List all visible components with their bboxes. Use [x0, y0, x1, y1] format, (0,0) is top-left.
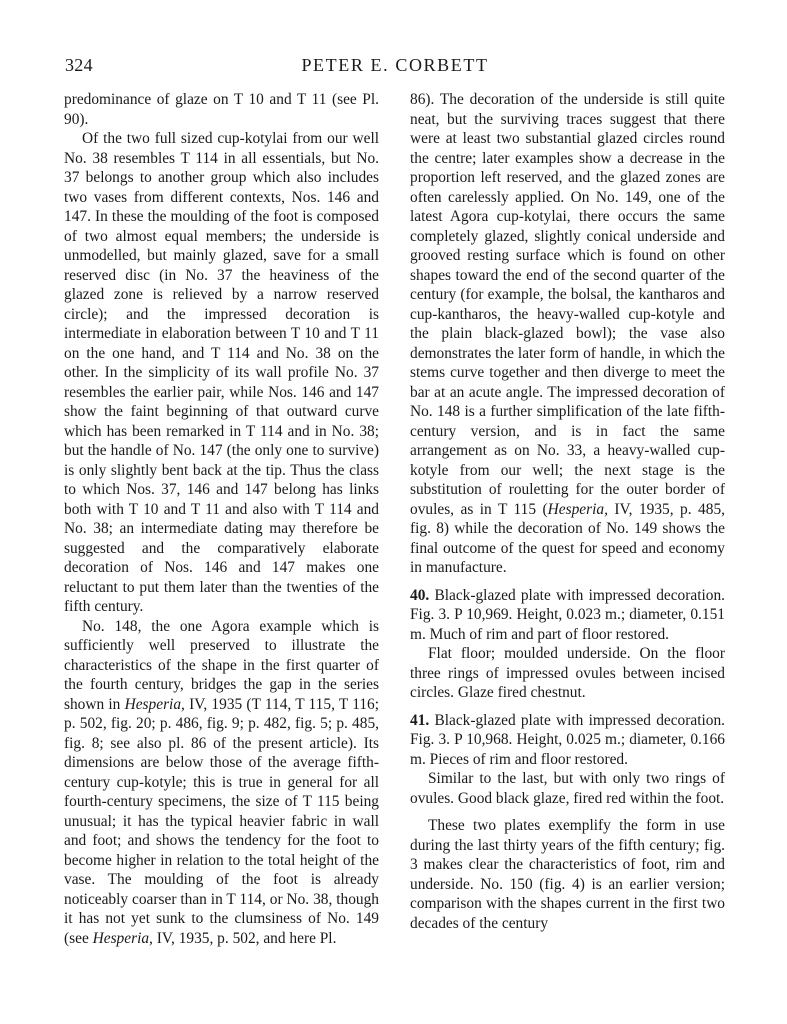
paragraph-underside-decoration: [410, 90, 725, 578]
running-head: PETER E. CORBETT: [301, 55, 489, 75]
text-fragment: IV, 1935 (T 114, T 115, T 116; p. 502, fig. 20; p. 486, fig. 9; p. 482, fig. 5; p. 485, fig. 8; see also pl. 86 of the present article). Its dimensions are below those of the average fifth-century cup-kotyle; this is true in general for all fourth-century specimens, the size of T 115 being unusual; it has the typical heavier fabric in wall and foot; and shows the tendency for the foot to become higher in relation to the total height of the vase. The moulding of the foot is already noticeably coarser than in T 114, or No. 38, though it has not yet sunk to the clumsiness of No. 149 (see: [64, 695, 379, 947]
right-column: [410, 90, 725, 933]
journal-title: Hesperia,: [124, 695, 185, 713]
entry-heading: Black-glazed plate with impressed decoration. Fig. 3. P 10,968. Height, 0.025 m.; diameter, 0.166 m. Pieces of rim and floor restored.: [410, 711, 725, 768]
entry-number: 41.: [410, 711, 430, 729]
entry-heading: Black-glazed plate with impressed decoration. Fig. 3. P 10,969. Height, 0.023 m.; diameter, 0.151 m. Much of rim and part of floor restored.: [410, 586, 725, 643]
entry-41-description: Similar to the last, but with only two rings of ovules. Good black glaze, fired red within the foot.: [410, 770, 725, 807]
text-fragment: No. 148, the one Agora example which is sufficiently well preserved to illustrate the characteristics of the shape in the first quarter of the fourth century, bridges the gap in the series shown in: [64, 617, 379, 713]
journal-title: Hesperia,: [92, 929, 153, 947]
page-header: [65, 55, 725, 83]
entry-number: 40.: [410, 586, 430, 604]
page-number: 324: [65, 55, 93, 75]
paragraph-plates-discussion: These two plates exemplify the form in use during the last thirty years of the fifth century; fig. 3 makes clear the characteristics of foot, rim and underside. No. 150 (fig. 4) is an earlier version; comparison with the shapes current in the first two decades of the century: [410, 817, 725, 932]
left-column: [64, 90, 379, 948]
paragraph-continuation: predominance of glaze on T 10 and T 11 (see Pl. 90).: [64, 91, 379, 128]
text-fragment: IV, 1935, p. 502, and here Pl.: [152, 929, 337, 947]
catalogue-entry-41: [410, 711, 725, 770]
journal-title: Hesperia,: [547, 500, 608, 518]
paragraph-no-148: [64, 617, 379, 949]
paragraph-cup-kotylai: Of the two full sized cup-kotylai from our well No. 38 resembles T 114 in all essentials, but No. 37 belongs to another group which also includes two vases from different contexts, Nos. 146 and 147. In these the moulding of the foot is composed of two almost equal members; the underside is unmodelled, but mainly glazed, save for a small reserved disc (in No. 37 the heaviness of the glazed zone is relieved by a narrow reserved circle); and the impressed decoration is intermediate in elaboration between T 10 and T 11 on the one hand, and T 114 and No. 38 on the other. In the simplicity of its wall profile No. 37 resembles the earlier pair, while Nos. 146 and 147 show the faint beginning of that outward curve which has been remarked in T 114 and in No. 38; but the handle of No. 147 (the only one to survive) is only slightly bent back at the tip. Thus the class to which Nos. 37, 146 and 147 belong has links both with T 10 and T 11 and also with T 114 and No. 38; an intermediate dating may therefore be suggested and the comparatively elaborate decoration of Nos. 146 and 147 makes one reluctant to put them later than the twenties of the fifth century.: [64, 130, 379, 615]
entry-40-description: Flat floor; moulded underside. On the floor three rings of impressed ovules between incised circles. Glaze fired chestnut.: [410, 645, 725, 701]
text-fragment: 86). The decoration of the underside is still quite neat, but the surviving traces suggest that there were at least two substantial glazed circles round the centre; later examples show a decrease in the proportion left reserved, and the glazed zones are often carelessly applied. On No. 149, one of the latest Agora cup-kotylai, there occurs the same completely glazed, slightly conical underside and grooved resting surface which is found on other shapes toward the end of the second quarter of the century (for example, the bolsal, the kantharos and cup-kantharos, the heavy-walled cup-kotyle and the plain black-glazed bowl); the vase also demonstrates the later form of handle, in which the stems curve together and then diverge to meet the bar at an acute angle. The impressed decoration of No. 148 is a further simplification of the late fifth-century version, and is in fact the same arrangement as on No. 33, a heavy-walled cup-kotyle from our well; the next stage is the substitution of rouletting for the outer border of ovules, as in T 115 (: [410, 91, 725, 518]
catalogue-entry-40: [410, 586, 725, 645]
text-fragment: IV, 1935, p. 485, fig. 8) while the decoration of No. 149 shows the final outcome of the quest for speed and economy in manufacture.: [410, 500, 725, 576]
